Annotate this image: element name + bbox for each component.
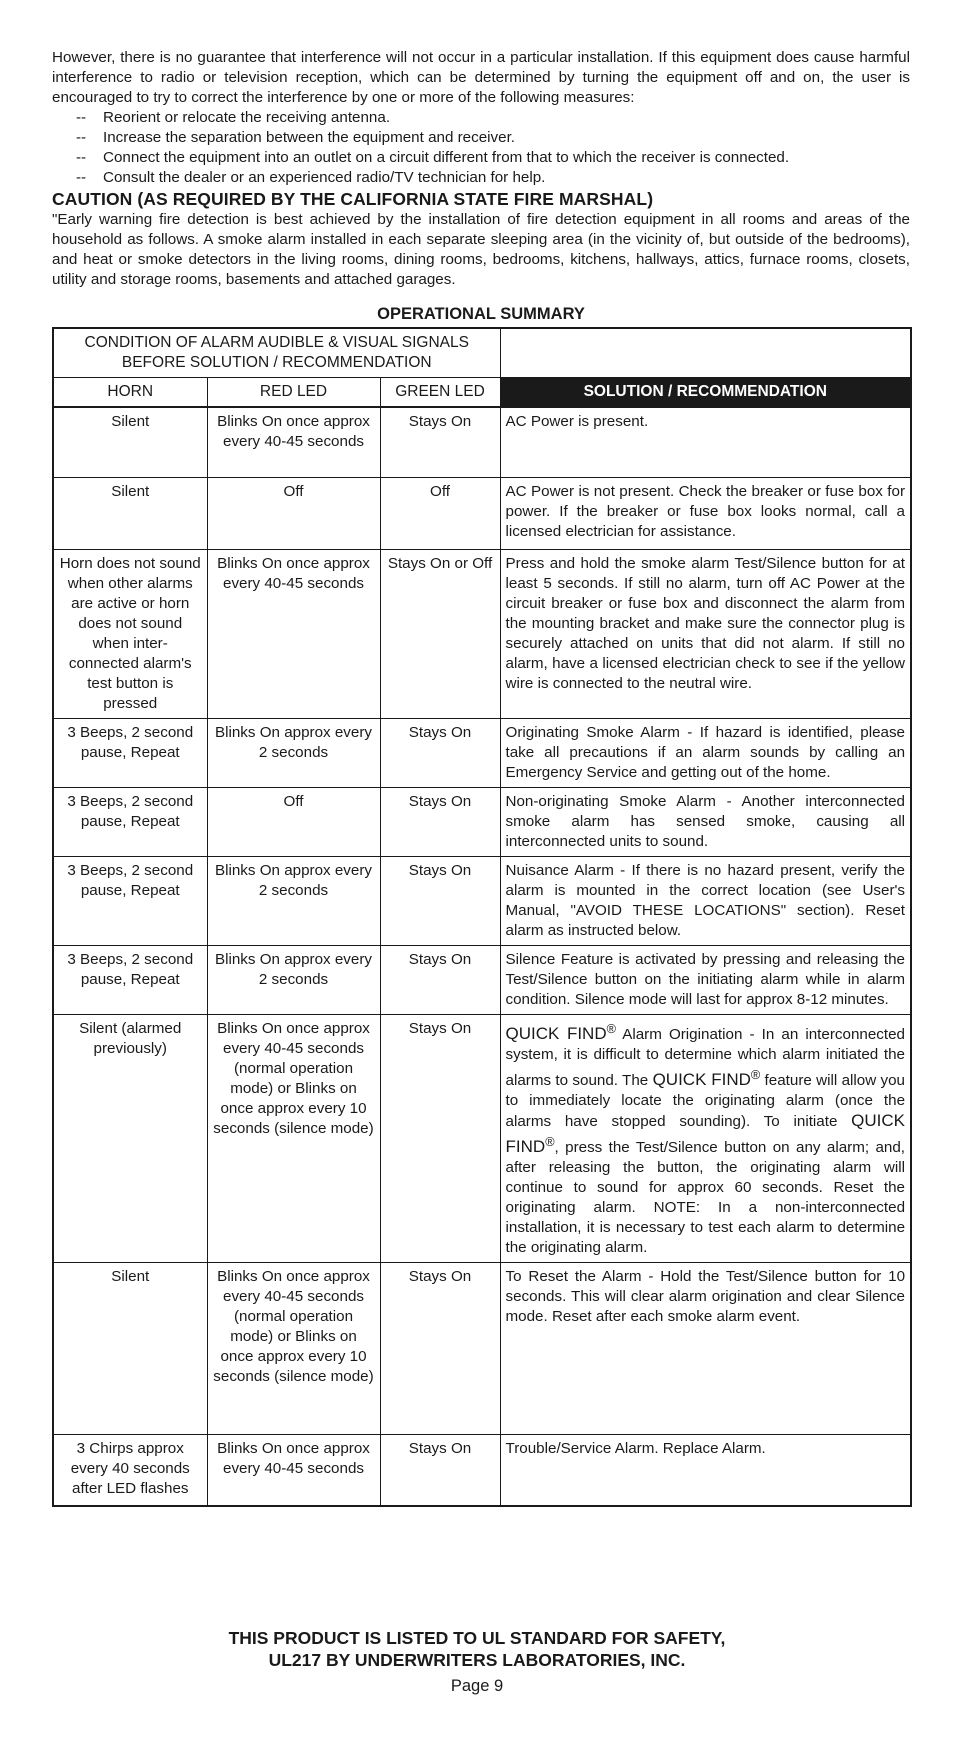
solution-cell: To Reset the Alarm - Hold the Test/Silence button for 10 seconds. This will clear alarm origination and clear Silence mode. Reset after each smoke alarm event. (500, 1262, 911, 1434)
horn-cell: 3 Beeps, 2 second pause, Repeat (53, 787, 207, 856)
solution-cell: Nuisance Alarm - If there is no hazard present, verify the alarm is mounted in the correct location (see User's Manual, "AVOID THESE LOCATIONS" section). Reset alarm as instructed below. (500, 856, 911, 945)
list-dash: -- (76, 129, 87, 146)
column-header-row (53, 378, 911, 408)
solution-text: , press the Test/Silence button on any alarm; and, after releasing the button, the originating alarm will continue to sound for approx 60 seconds. Reset the originating alarm. NOTE: In a non-interconnected installation, it is necessary to test each alarm to determine the originating alarm. (505, 1138, 906, 1256)
red-led-cell: Blinks On approx every 2 seconds (207, 718, 380, 787)
solution-cell: Silence Feature is activated by pressing and releasing the Test/Silence button on the initiating alarm while in alarm condition. Silence mode will last for approx 8-12 minutes. (500, 945, 911, 1014)
table-row (53, 549, 911, 718)
horn-cell: Silent (53, 407, 207, 477)
measure-text: Consult the dealer or an experienced radio/TV technician for help. (103, 169, 546, 186)
red-led-cell: Blinks On once approx every 40-45 seconds (207, 407, 380, 477)
table-row (53, 856, 911, 945)
red-led-cell: Blinks On once approx every 40-45 seconds (207, 1434, 380, 1506)
green-led-cell: Stays On (380, 1434, 500, 1506)
table-row (53, 477, 911, 549)
solution-text: feature will allow you to immediately locate the originating alarm (once the alarms have stopped sounding). To initiate (505, 1071, 906, 1130)
green-led-cell: Off (380, 477, 500, 549)
document-page (52, 48, 910, 1507)
list-dash: -- (76, 109, 87, 126)
table-row (53, 787, 911, 856)
horn-cell: 3 Chirps approx every 40 seconds after LED flashes (53, 1434, 207, 1506)
red-led-cell: Blinks On approx every 2 seconds (207, 856, 380, 945)
solution-cell (500, 1014, 911, 1262)
operational-summary-title: OPERATIONAL SUMMARY (377, 305, 585, 323)
list-dash: -- (76, 169, 87, 186)
green-led-cell: Stays On (380, 856, 500, 945)
page-number: Page 9 (450, 1677, 504, 1695)
ul-listing-line-2: UL217 BY UNDERWRITERS LABORATORIES, INC. (268, 1650, 686, 1670)
interference-paragraph: However, there is no guarantee that interference will not occur in a particular installation. If this equipment does cause harmful interference to radio or television reception, which can be determined by turning the equipment off and on, the user is encouraged to try to correct the interference by one or more of the following measures: (52, 49, 910, 106)
caution-paragraph: "Early warning fire detection is best achieved by the installation of fire detection equipment in all rooms and areas of the household as follows. A smoke alarm installed in each separate sleeping area (in the vicinity of, but outside of the bedrooms), and heat or smoke detectors in the living rooms, dining rooms, bedrooms, kitchens, hallways, attics, furnace rooms, closets, utility and storage rooms, basements and attached garages. (52, 211, 910, 288)
table-header-row (53, 328, 911, 378)
list-item (76, 128, 910, 148)
red-led-cell: Blinks On once approx every 40-45 seconds (normal operation mode) or Blinks on once approx every 10 seconds (silence mode) (207, 1262, 380, 1434)
list-item (76, 148, 910, 168)
horn-cell: Silent (53, 477, 207, 549)
table-row (53, 945, 911, 1014)
table-row (53, 407, 911, 477)
solution-cell: Press and hold the smoke alarm Test/Silence button for at least 5 seconds. If still no alarm, turn off AC Power at the circuit breaker or fuse box and disconnect the alarm from the mounting bracket and make sure the connector plug is securely attached on units that did not alarm. If still no alarm, have a licensed electrician check to see if the yellow wire is connected to the neutral wire. (500, 549, 911, 718)
red-led-cell: Blinks On approx every 2 seconds (207, 945, 380, 1014)
red-led-cell: Blinks On once approx every 40-45 seconds (207, 549, 380, 718)
green-led-cell: Stays On (380, 718, 500, 787)
column-header-horn: HORN (53, 378, 207, 408)
quick-find-brand: QUICK FIND (505, 1023, 607, 1043)
green-led-cell: Stays On (380, 1262, 500, 1434)
column-header-red-led: RED LED (207, 378, 380, 408)
green-led-cell: Stays On (380, 945, 500, 1014)
measure-text: Connect the equipment into an outlet on a circuit different from that to which the receiver is connected. (103, 149, 790, 166)
horn-cell: Horn does not sound when other alarms are active or horn does not sound when inter-connected alarm's test button is pressed (53, 549, 207, 718)
horn-cell: Silent (53, 1262, 207, 1434)
caution-heading: CAUTION (AS REQUIRED BY THE CALIFORNIA STATE FIRE MARSHAL) (52, 189, 654, 209)
solution-cell: Trouble/Service Alarm. Replace Alarm. (500, 1434, 911, 1506)
green-led-cell: Stays On (380, 1014, 500, 1262)
green-led-cell: Stays On (380, 407, 500, 477)
red-led-cell: Off (207, 787, 380, 856)
quick-find-brand: QUICK FIND (652, 1069, 751, 1089)
registered-mark: ® (606, 1021, 616, 1036)
horn-cell: Silent (alarmed previously) (53, 1014, 207, 1262)
solution-cell: AC Power is present. (500, 407, 911, 477)
solution-text: Alarm Origination - In an interconnected system, it is difficult to determine which alarm initiated the alarms to sound. The (505, 1025, 906, 1089)
list-dash: -- (76, 149, 87, 166)
page-footer (0, 1627, 954, 1696)
list-item (76, 168, 910, 188)
table-row (53, 1014, 911, 1262)
green-led-cell: Stays On or Off (380, 549, 500, 718)
horn-cell: 3 Beeps, 2 second pause, Repeat (53, 718, 207, 787)
solution-cell: AC Power is not present. Check the breaker or fuse box for power. If the breaker or fuse box looks normal, call a licensed electrician for assistance. (500, 477, 911, 549)
solution-cell: Originating Smoke Alarm - If hazard is identified, please take all precautions if an alarm sounds by calling an Emergency Service and getting out of the home. (500, 718, 911, 787)
measure-text: Reorient or relocate the receiving antenna. (103, 109, 391, 126)
measure-text: Increase the separation between the equipment and receiver. (103, 129, 516, 146)
registered-mark: ® (750, 1067, 761, 1082)
table-row (53, 718, 911, 787)
green-led-cell: Stays On (380, 787, 500, 856)
operational-summary-table (52, 327, 912, 1507)
ul-listing-line-1: THIS PRODUCT IS LISTED TO UL STANDARD FOR SAFETY, (228, 1628, 726, 1648)
table-row (53, 1262, 911, 1434)
horn-cell: 3 Beeps, 2 second pause, Repeat (53, 856, 207, 945)
solution-cell: Non-originating Smoke Alarm - Another interconnected smoke alarm has sensed smoke, causing all interconnected units to sound. (500, 787, 911, 856)
red-led-cell: Blinks On once approx every 40-45 seconds (normal operation mode) or Blinks on once approx every 10 seconds (silence mode) (207, 1014, 380, 1262)
horn-cell: 3 Beeps, 2 second pause, Repeat (53, 945, 207, 1014)
quick-find-brand: QUICK FIND (505, 1110, 906, 1156)
list-item (76, 108, 910, 128)
registered-mark: ® (545, 1134, 555, 1149)
column-header-green-led: GREEN LED (380, 378, 500, 408)
column-header-solution: SOLUTION / RECOMMENDATION (500, 378, 911, 408)
condition-header: CONDITION OF ALARM AUDIBLE & VISUAL SIGNALS BEFORE SOLUTION / RECOMMENDATION (53, 328, 500, 378)
corrective-measures-list (52, 108, 910, 188)
red-led-cell: Off (207, 477, 380, 549)
table-row (53, 1434, 911, 1506)
